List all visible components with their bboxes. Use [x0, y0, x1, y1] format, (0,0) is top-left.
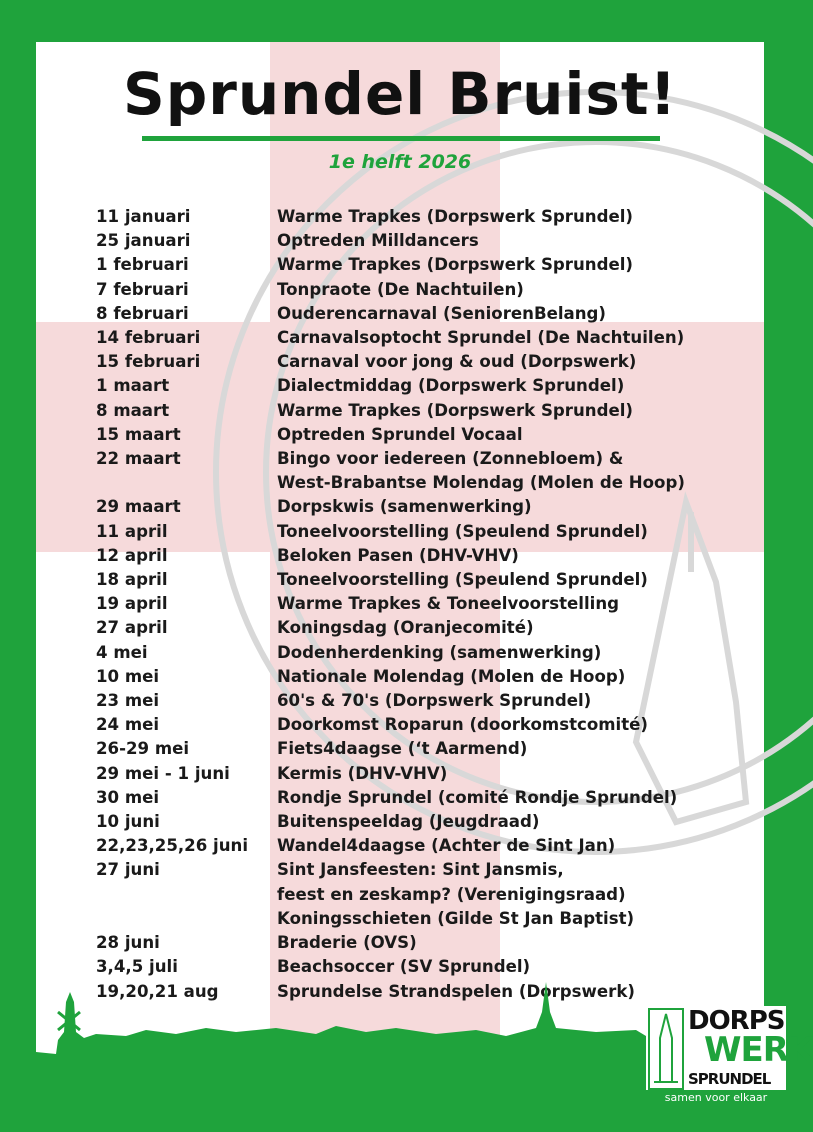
event-description: Wandel4daagse (Achter de Sint Jan) [277, 836, 616, 856]
logo-word-sprundel: SPRUNDEL [688, 1070, 771, 1088]
poster-sheet [36, 42, 764, 1082]
event-agenda [96, 205, 756, 1004]
agenda-row [96, 810, 756, 834]
event-date: 10 juni [96, 812, 160, 832]
event-date [96, 883, 277, 907]
event-description: Bingo voor iedereen (Zonnebloem) & [277, 449, 624, 469]
event-description: Kermis (DHV-VHV) [277, 763, 448, 783]
event-date: 12 april [96, 545, 168, 565]
agenda-row [96, 302, 756, 326]
agenda-row [96, 399, 756, 423]
event-description: Koningsschieten (Gilde St Jan Baptist) [277, 908, 635, 928]
logo-tagline: samen voor elkaar [646, 1090, 786, 1106]
event-description: Carnavalsoptocht Sprundel (De Nachtuilen) [277, 328, 685, 348]
event-description: Braderie (OVS) [277, 933, 417, 953]
event-description: Carnaval voor jong & oud (Dorpswerk) [277, 352, 637, 372]
agenda-row [96, 641, 756, 665]
event-description: Koningsdag (Oranjecomité) [277, 618, 534, 638]
agenda-row [96, 592, 756, 616]
agenda-row [96, 278, 756, 302]
agenda-row [96, 229, 756, 253]
page-title: Sprundel Bruist! [122, 60, 678, 128]
event-date: 22,23,25,26 juni [96, 836, 249, 856]
agenda-row [96, 713, 756, 737]
agenda-row [96, 326, 756, 350]
agenda-row [96, 423, 756, 447]
event-description: Dodenherdenking (samenwerking) [277, 642, 602, 662]
event-date: 18 april [96, 570, 168, 590]
event-description: Tonpraote (De Nachtuilen) [277, 279, 524, 299]
event-date: 28 juni [96, 933, 160, 953]
event-description: West-Brabantse Molendag (Molen de Hoop) [277, 473, 685, 493]
agenda-row [96, 883, 756, 907]
agenda-row [96, 568, 756, 592]
event-description: Beloken Pasen (DHV-VHV) [277, 545, 519, 565]
page-subtitle: 1e helft 2026 [328, 151, 472, 173]
title-underline [142, 136, 660, 141]
event-date: 1 maart [96, 376, 170, 396]
event-date: 24 mei [96, 715, 160, 735]
agenda-row [96, 544, 756, 568]
event-date: 30 mei [96, 787, 160, 807]
agenda-row [96, 471, 756, 495]
event-date: 10 mei [96, 666, 160, 686]
event-date: 23 mei [96, 691, 160, 711]
agenda-row [96, 737, 756, 761]
event-date: 26-29 mei [96, 739, 190, 759]
event-date: 1 februari [96, 255, 189, 275]
agenda-row [96, 689, 756, 713]
event-date [96, 471, 277, 495]
event-date: 15 februari [96, 352, 201, 372]
agenda-row [96, 834, 756, 858]
event-description: Buitenspeeldag (Jeugdraad) [277, 812, 540, 832]
event-description: Toneelvoorstelling (Speulend Sprundel) [277, 521, 648, 541]
agenda-row [96, 665, 756, 689]
event-date: 3,4,5 juli [96, 957, 178, 977]
event-date: 19 april [96, 594, 168, 614]
event-description: feest en zeskamp? (Verenigingsraad) [277, 884, 626, 904]
event-description: Optreden Milldancers [277, 231, 479, 251]
event-date: 7 februari [96, 279, 189, 299]
event-description: Optreden Sprundel Vocaal [277, 424, 523, 444]
agenda-row [96, 858, 756, 882]
event-description: Rondje Sprundel (comité Rondje Sprundel) [277, 787, 678, 807]
event-description: Warme Trapkes (Dorpswerk Sprundel) [277, 400, 633, 420]
event-description: Beachsoccer (SV Sprundel) [277, 957, 531, 977]
logo-word-werk: WERK [704, 1030, 813, 1070]
event-date: 29 mei - 1 juni [96, 763, 230, 783]
agenda-row [96, 253, 756, 277]
event-description: Warme Trapkes (Dorpswerk Sprundel) [277, 255, 633, 275]
event-date: 8 maart [96, 400, 170, 420]
event-date: 4 mei [96, 642, 148, 662]
event-date: 27 juni [96, 860, 160, 880]
event-description: Nationale Molendag (Molen de Hoop) [277, 666, 626, 686]
event-description: Dorpskwis (samenwerking) [277, 497, 532, 517]
logo-word-dorps: DORPS [688, 1006, 785, 1036]
agenda-row [96, 350, 756, 374]
event-date: 15 maart [96, 424, 181, 444]
event-description: Sint Jansfeesten: Sint Jansmis, [277, 860, 564, 880]
event-date: 19,20,21 aug [96, 981, 219, 1001]
event-date: 29 maart [96, 497, 181, 517]
event-date: 8 februari [96, 303, 189, 323]
event-description: Sprundelse Strandspelen (Dorpswerk) [277, 981, 635, 1001]
event-description: Doorkomst Roparun (doorkomstcomité) [277, 715, 648, 735]
dorpswerk-logo [646, 1006, 813, 1106]
event-description: Warme Trapkes (Dorpswerk Sprundel) [277, 207, 633, 226]
agenda-row [96, 786, 756, 810]
church-tower-icon [648, 1008, 684, 1090]
event-date: 27 april [96, 618, 168, 638]
event-description: Warme Trapkes & Toneelvoorstelling [277, 594, 620, 614]
event-date: 25 januari [96, 231, 191, 251]
agenda-row [96, 447, 756, 471]
agenda-row [96, 762, 756, 786]
event-description: 60's & 70's (Dorpswerk Sprundel) [277, 691, 592, 711]
agenda-row [96, 205, 756, 229]
event-date [96, 907, 277, 931]
agenda-row [96, 931, 756, 955]
agenda-row [96, 495, 756, 519]
event-date: 11 april [96, 521, 168, 541]
agenda-row [96, 520, 756, 544]
agenda-row [96, 374, 756, 398]
agenda-row [96, 907, 756, 931]
event-description: Dialectmiddag (Dorpswerk Sprundel) [277, 376, 625, 396]
event-description: Ouderencarnaval (SeniorenBelang) [277, 303, 607, 323]
event-date: 22 maart [96, 449, 181, 469]
event-description: Toneelvoorstelling (Speulend Sprundel) [277, 570, 648, 590]
agenda-row [96, 616, 756, 640]
event-date: 14 februari [96, 328, 201, 348]
event-description: Fiets4daagse (‘t Aarmend) [277, 739, 528, 759]
event-date: 11 januari [96, 207, 191, 226]
